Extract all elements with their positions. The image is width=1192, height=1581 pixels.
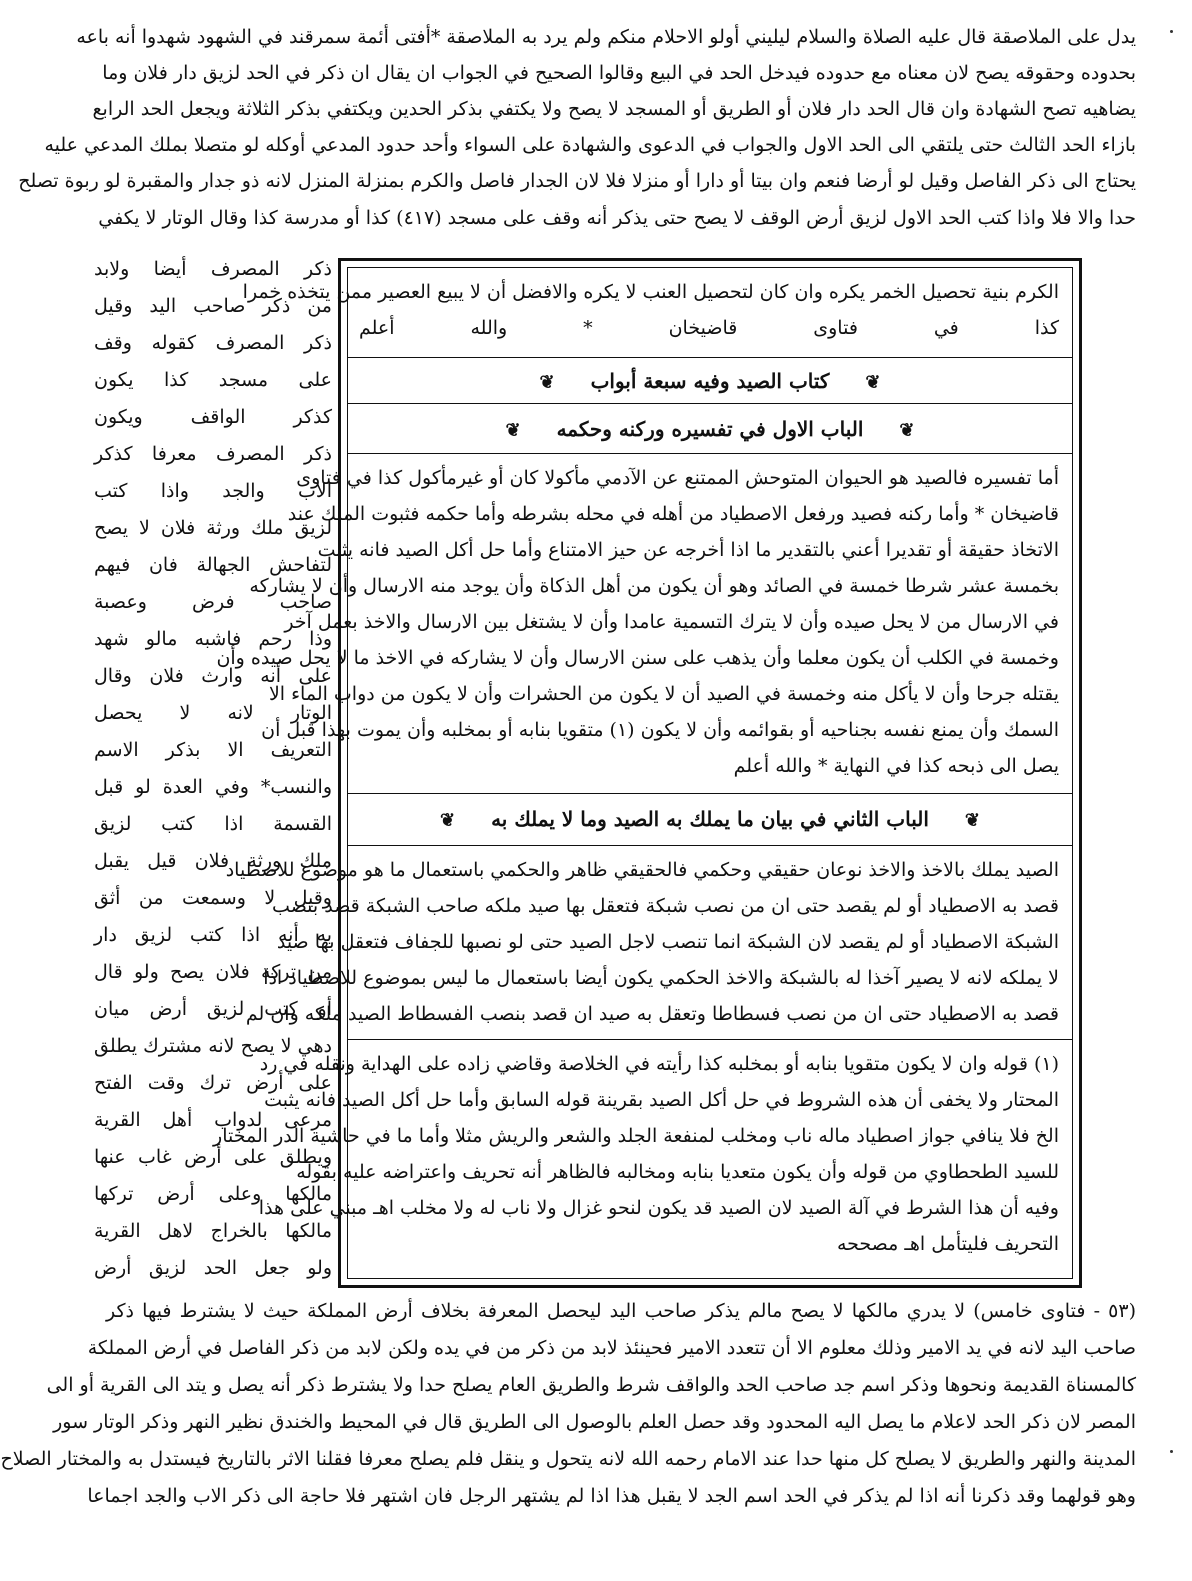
text-line: كذا في فتاوى قاضيخان * والله أعلم [359, 317, 1059, 339]
text-line: أما تفسيره فالصيد هو الحيوان المتوحش الممتنع عن الآدمي مأكولا كان أو غيرمأكول كذا في فتاوى [296, 467, 1059, 489]
text-line: المحتار ولا يخفى أن هذه الشروط في حل أكل الصيد بقرينة قوله السابق وأما حل أكل الصيد فانه يثبت [264, 1089, 1059, 1111]
text-line: من تركة فلان يصح ولو قال [94, 961, 332, 983]
text-line: كذكر الواقف ويكون [94, 406, 332, 428]
text-line: صاحب فرض وعصبة [94, 591, 332, 613]
text-line: وهو قولهما وقد ذكرنا أنه اذا لم يذكر في الحد اسم الجد لا يقبل هذا اذا لم يشتهر الرجل فان اشتهر فلا حاجة الى ذكر الاب والجد اجماعا [87, 1485, 1136, 1507]
text-line: في الارسال من لا يحل صيده وأن لا يترك التسمية عامدا وأن لا يشتغل بين الارسال والاخذ بعمل آخر [284, 611, 1059, 633]
text-line: الكرم بنية تحصيل الخمر يكره وان كان لتحصيل العنب لا يكره والافضل أن لا يبيع العصير ممن يتخذه خمرا [242, 281, 1059, 303]
text-line: صاحب اليد لانه في يد الامير وذلك معلوم الا أن تتعدد الامير فحينئذ لابد من ذكر من في يده ولكن لابد من ذكر الفاصل في أرض المملكة [87, 1337, 1136, 1359]
text-line: الاب والجد واذا كتب [94, 480, 332, 502]
text-line: التحريف فليتأمل اهـ مصححه [836, 1233, 1059, 1255]
text-line: السمك وأن يمنع نفسه بجناحيه أو بقوائمه وأن لا يكون (١) متقويا بنابه أو بمخلبه وأن يموت بهذا قبل أن [261, 719, 1059, 741]
divider [347, 1039, 1073, 1040]
text-line: أو كتب لزيق أرض ميان [94, 998, 332, 1020]
text-line: الاتخاذ حقيقة أو تقديرا أعني بالتقدير ما اذا أخرجه عن حيز الامتناع وأما حل أكل الصيد فانه يثبت [317, 539, 1059, 561]
text-line: على أرض ترك وقت الفتح [94, 1072, 332, 1094]
divider [347, 357, 1073, 358]
text-line: حدا والا فلا واذا كتب الحد الاول لزيق أرض الوقف لا يصح حتى يذكر أنه وقف على مسجد (٤١٧) كذا أو مدرسة كذا وقال الوتار لا يكفي [98, 207, 1136, 229]
text-line: التعريف الا بذكر الاسم [94, 739, 332, 761]
text-line: (٥٣ - فتاوى خامس) لا يدري مالكها لا يصح مالم يذكر صاحب اليد ليحصل المعرفة بخلاف أرض المملكة حيث لا يشترط فيها ذكر [106, 1300, 1136, 1322]
text-line: به أنه اذا كتب لزيق دار [94, 924, 332, 946]
text-line: من ذكر صاحب اليد وقيل [94, 295, 332, 317]
text-line: للسيد الطحطاوي من قوله وأن يكون متعديا بنابه ومخالبه فالظاهر أنه تحريف واعتراضه عليه بقوله [296, 1161, 1059, 1183]
text-line: (١) قوله وان لا يكون متقويا بنابه أو بمخلبه كذا رأيته في الخلاصة وقاضي زاده على الهداية ونقله في رد [259, 1053, 1059, 1075]
chapter-title [347, 409, 1073, 449]
text-line: بازاء الحد الثالث حتى يلتقي الى الحد الاول والجواب في الدعوى والشهادة على السواء وأحد حدود المدعي أوكله لو متصلا بملك المدعي عليه [44, 134, 1136, 156]
text-line: لتفاحش الجهالة فان فيهم [94, 554, 332, 576]
text-line: لزيق ملك ورثة فلان لا يصح [94, 517, 332, 539]
text-line: بخمسة عشر شرطا خمسة في الصائد وهو أن يكون من أهل الذكاة وأن يوجد منه الارسال وأن لا يشاركه [249, 575, 1059, 597]
scan-speck [1170, 1450, 1173, 1453]
ornament-icon: ❦ [505, 420, 521, 441]
text-line: ذكر المصرف أيضا ولابد [94, 258, 332, 280]
text-line: دهي لا يصح لانه مشترك يطلق [94, 1035, 332, 1057]
text-line: والنسب* وفي العدة لو قبل [94, 776, 332, 798]
text-line: مرعى لدواب أهل القرية [94, 1109, 332, 1131]
text-line: قصد به الاصطياد أو لم يقصد حتى ان من نصب شبكة فتعقل بها صيد ملكه صاحب الشبكة قصد بنصب [272, 895, 1059, 917]
text-line: يصل الى ذبحه كذا في النهاية * والله أعلم [733, 755, 1059, 777]
ornament-icon: ❦ [539, 372, 555, 393]
chapter-title-text: الباب الثاني في بيان ما يملك به الصيد وما لا يملك به [491, 807, 929, 831]
text-line: بحدوده وحقوقه يصح لان معناه مع حدوده فيدخل الحد في البيع وقالوا الصحيح في الجواب ان يقال ان ذكر في الحد لزيق دار فلان وما [102, 62, 1136, 84]
text-line: ملك ورثة فلان قيل يقبل [94, 850, 332, 872]
text-line: يدل على الملاصقة قال عليه الصلاة والسلام ليليني أولو الاحلام منكم ولم يرد به الملاصقة *أفتى أئمة سمرقند في الشهود شهدوا أنه باعه [76, 26, 1136, 48]
text-line: الوتار لانه لا يحصل [94, 702, 332, 724]
ornament-icon: ❦ [899, 420, 915, 441]
text-line: يقتله جرحا وأن لا يأكل منه وخمسة في الصيد أن لا يكون من الحشرات وأن لا يكون من دواب الماء الا [268, 683, 1059, 705]
text-line: الخ فلا ينافي جواز اصطياد ماله ناب ومخلب لمنفعة الجلد والشعر والريش مثلا وأما ما في حاشية الدر المختار [213, 1125, 1059, 1147]
text-line: ولو جعل الحد لزيق أرض [94, 1257, 332, 1279]
text-line: كالمسناة القديمة ونحوها وذكر اسم جد صاحب الحد والواقف شرط والطريق العام يصلح حدا ولا يشترط ذكر أنه يصل و يتد الى القرية أو الى [46, 1374, 1136, 1396]
divider [347, 403, 1073, 404]
chapter-title [347, 799, 1073, 839]
text-line: قاضيخان * وأما ركنه فصيد ورفعل الاصطياد من أهله في محله بشرطه وأما حكمه فثبوت الملك عند [287, 503, 1059, 525]
book-title-text: كتاب الصيد وفيه سبعة أبواب [590, 369, 830, 393]
text-line: وفيه أن هذا الشرط في آلة الصيد لان الصيد قد يكون لنحو غزال ولا ناب له ولا مخلب اهـ مبني على هذا [258, 1197, 1059, 1219]
text-line: على أنه وارث فلان وقال [94, 665, 332, 687]
text-line: يضاهيه تصح الشهادة وان قال الحد دار فلان أو الطريق أو المسجد لا يصح ولا يكتفي بذكر الحدين ويكتفي بذكر الثلاثة ويجعل الحد الرابع [92, 98, 1136, 120]
text-line: القسمة اذا كتب لزيق [94, 813, 332, 835]
text-line: يحتاج الى ذكر الفاصل وقيل لو أرضا فنعم وان بيتا أو دارا أو منزلا فلا لان الجدار فاصل والكرم بمنزلة المنزل لانه ذو جدار والمقبرة لو ربوة تصلح [18, 170, 1136, 192]
text-line: وقيل لا وسمعت من أثق [94, 887, 332, 909]
text-line: ذكر المصرف كقوله وقف [94, 332, 332, 354]
text-line: وذا رحم فاشبه مالو شهد [94, 628, 332, 650]
text-line: وخمسة في الكلب أن يكون معلما وأن يذهب على سنن الارسال وأن لا يشاركه في الاخذ ما لا يحل صيده وأن [216, 647, 1059, 669]
text-line: لا يملكه لانه لا يصير آخذا له بالشبكة والاخذ الحكمي يكون أيضا باستعمال ما ليس بموضوع للاصطياد اذا [263, 967, 1059, 989]
text-line: قصد به الاصطياد حتى ان من نصب فسطاطا وتعقل به صيد ان قصد بنصب الفسطاط الصيد ملكه وان لم [245, 1003, 1059, 1025]
ornament-icon: ❦ [964, 810, 980, 831]
text-line: على مسجد كذا يكون [94, 369, 332, 391]
chapter-title-text: الباب الاول في تفسيره وركنه وحكمه [556, 417, 864, 441]
text-line: ويطلق على أرض غاب عنها [94, 1146, 332, 1168]
text-line: مالكها بالخراج لاهل القرية [94, 1220, 332, 1242]
text-line: المدينة والنهر والطريق لا يصلح كل منها حدا عند الامام رحمه الله لانه يتحول و ينقل فلم يصلح معرفا فقلنا الاثر بالتاريخ فيستدل به والمختار الصلاح [0, 1448, 1136, 1470]
text-line: مالكها وعلى أرض تركها [94, 1183, 332, 1205]
ornament-icon: ❦ [865, 372, 881, 393]
divider [347, 453, 1073, 454]
scan-speck [1170, 30, 1173, 33]
text-line: المصر لان ذكر الحد لاعلام ما يصل اليه المحدود وقد حصل العلم بالوصول الى الطريق قال في المحيط والخندق نظير النهر وذكر الوتار سور [53, 1411, 1136, 1433]
book-title [347, 361, 1073, 401]
divider [347, 845, 1073, 846]
text-line: ذكر المصرف معرفا كذكر [94, 443, 332, 465]
text-line: الشبكة الاصطياد أو لم يقصد لان الشبكة انما تنصب لاجل الصيد حتى لو نصبها للجفاف فتعقل بها صيد [276, 931, 1059, 953]
text-line: الصيد يملك بالاخذ والاخذ نوعان حقيقي وحكمي فالحقيقي ظاهر والحكمي باستعمال ما هو موضوع للاصطياد [225, 859, 1059, 881]
divider [347, 793, 1073, 794]
ornament-icon: ❦ [439, 810, 456, 831]
